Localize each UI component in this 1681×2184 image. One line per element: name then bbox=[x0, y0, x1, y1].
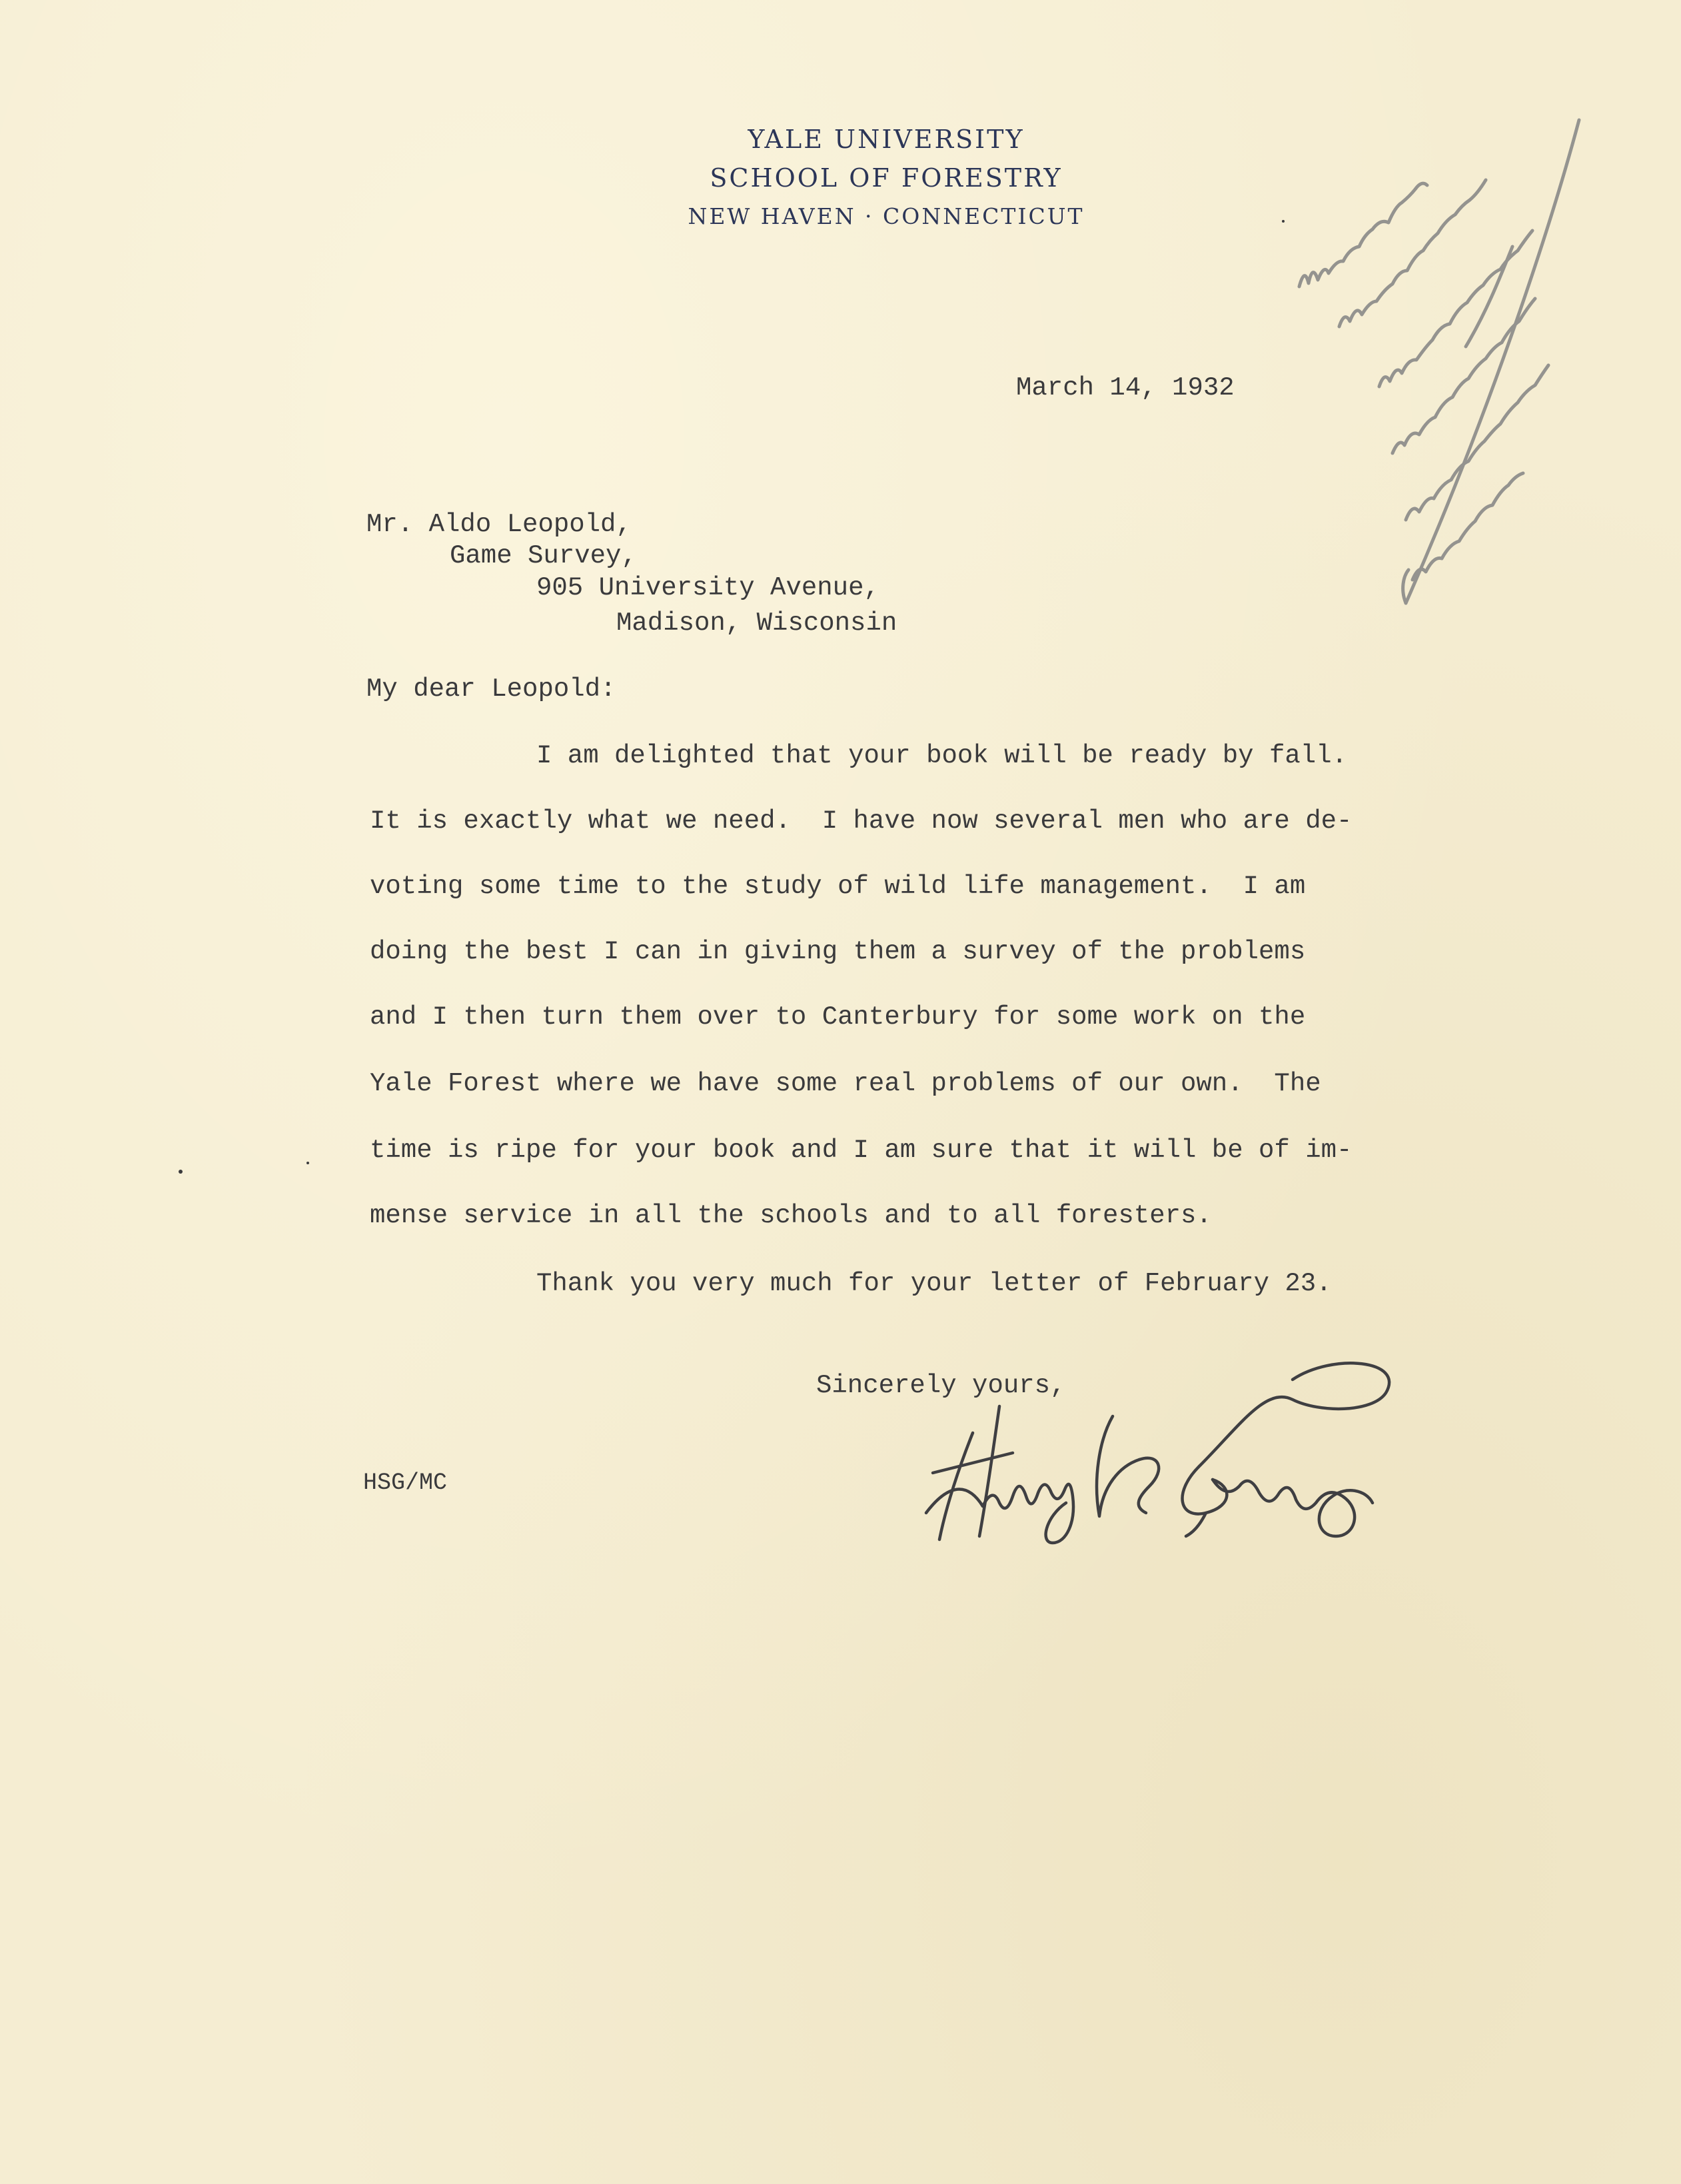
typist-initials: HSG/MC bbox=[363, 1470, 448, 1496]
body-line: doing the best I can in giving them a survey of the problems bbox=[370, 937, 1306, 966]
handwritten-annotation bbox=[1266, 107, 1679, 626]
paper-speck bbox=[1282, 220, 1285, 223]
body-line: It is exactly what we need. I have now several men who are de- bbox=[370, 806, 1353, 836]
body-line: and I then turn them over to Canterbury for some work on the bbox=[370, 1002, 1306, 1032]
recipient-organization: Game Survey, bbox=[450, 541, 637, 570]
closing: Sincerely yours, bbox=[816, 1371, 1066, 1400]
paper-speck bbox=[306, 1162, 309, 1164]
recipient-name: Mr. Aldo Leopold, bbox=[366, 510, 632, 539]
body-line: I am delighted that your book will be ready by fall. bbox=[536, 741, 1347, 770]
body-line: time is ripe for your book and I am sure that it will be of im- bbox=[370, 1136, 1353, 1165]
body-line: voting some time to the study of wild life management. I am bbox=[370, 872, 1306, 901]
body-line: mense service in all the schools and to all foresters. bbox=[370, 1201, 1212, 1230]
letterhead-location: NEW HAVEN · CONNECTICUT bbox=[688, 203, 1085, 229]
salutation: My dear Leopold: bbox=[366, 674, 616, 704]
recipient-street: 905 University Avenue, bbox=[536, 573, 879, 602]
body-line: Yale Forest where we have some real problems of our own. The bbox=[370, 1069, 1321, 1098]
paper-speck bbox=[179, 1170, 183, 1174]
body-line: Thank you very much for your letter of February 23. bbox=[536, 1269, 1332, 1298]
signature bbox=[919, 1353, 1426, 1566]
letter-date: March 14, 1932 bbox=[1016, 373, 1235, 403]
letterhead-school: SCHOOL OF FORESTRY bbox=[710, 163, 1063, 193]
recipient-city: Madison, Wisconsin bbox=[616, 608, 897, 638]
letterhead-university: YALE UNIVERSITY bbox=[748, 125, 1025, 154]
letterhead bbox=[586, 120, 1186, 236]
